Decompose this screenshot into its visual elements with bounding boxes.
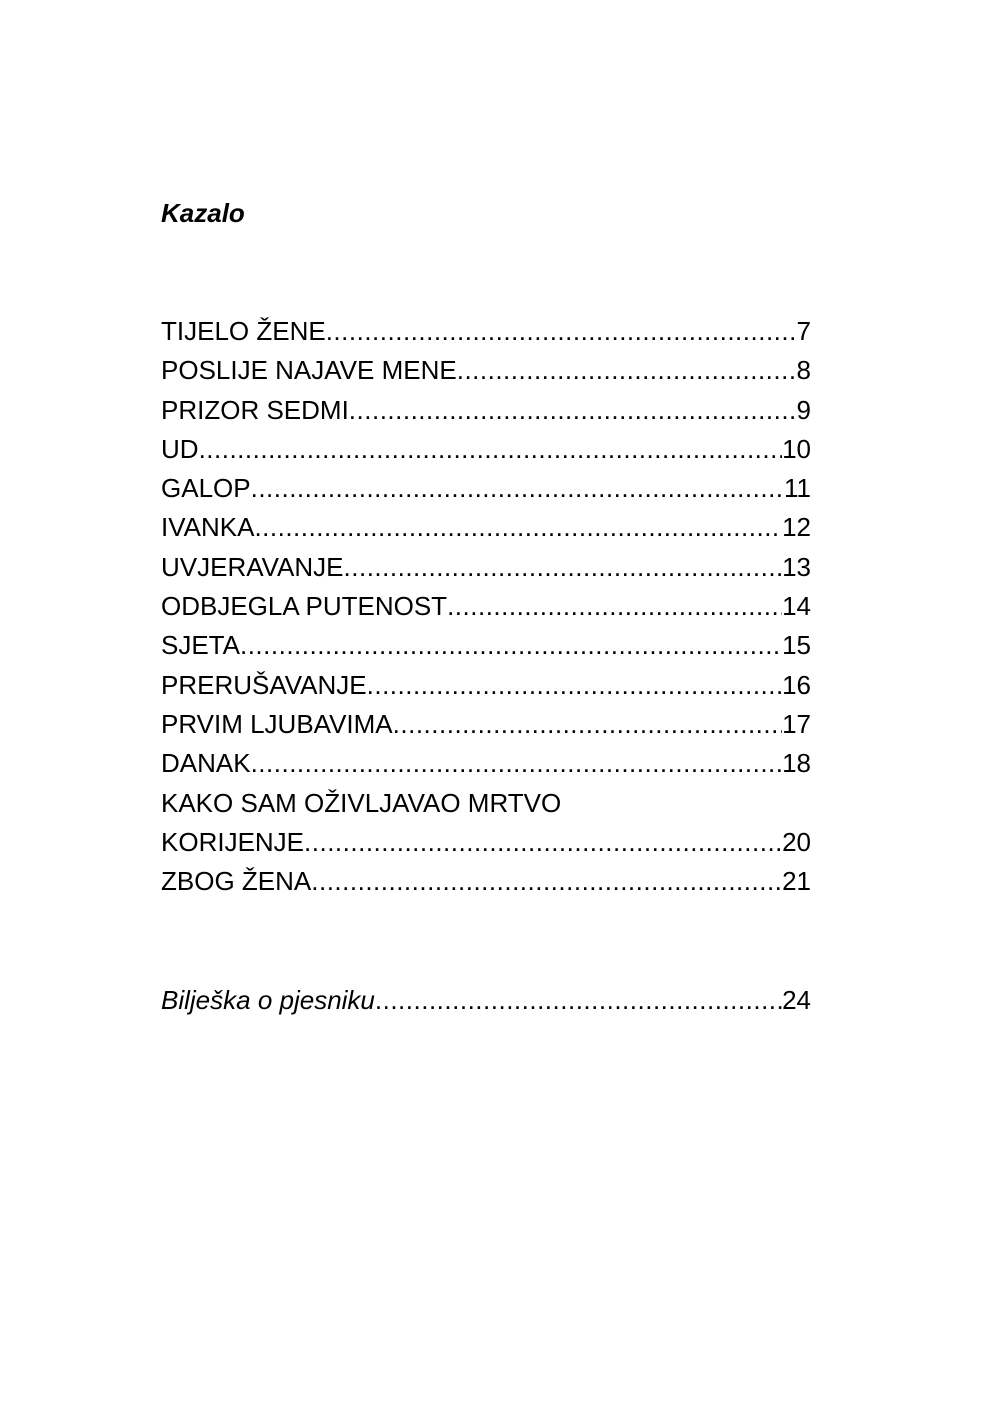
toc-leader-dots xyxy=(367,666,782,705)
toc-entry-title: IVANKA xyxy=(161,512,255,543)
toc-entry xyxy=(161,666,811,705)
toc-leader-dots xyxy=(240,626,782,665)
toc-entry xyxy=(161,862,811,901)
toc-entry xyxy=(161,508,811,547)
toc-entry-title: ODBJEGLA PUTENOST xyxy=(161,591,448,622)
toc-note-entry xyxy=(161,981,811,1020)
toc-leader-dots xyxy=(304,823,782,862)
toc-entry xyxy=(161,469,811,508)
page-title: Kazalo xyxy=(161,198,245,228)
toc-entry-page: 18 xyxy=(782,748,811,779)
toc-leader-dots xyxy=(326,312,797,351)
toc-entry-title: PRERUŠAVANJE xyxy=(161,669,367,700)
toc-entry-page: 12 xyxy=(782,512,811,543)
toc-entry-page: 10 xyxy=(782,433,811,464)
toc-leader-dots xyxy=(375,981,782,1020)
toc-leader-dots xyxy=(457,351,797,390)
toc-entry-page: 11 xyxy=(784,473,811,504)
toc-entry-page: 16 xyxy=(782,669,811,700)
toc-entry-page: 21 xyxy=(782,866,811,897)
toc-leader-dots xyxy=(311,862,782,901)
toc-entry xyxy=(161,705,811,744)
toc-entry-page: 9 xyxy=(796,394,811,425)
toc-entry xyxy=(161,548,811,587)
toc-entry xyxy=(161,587,811,626)
toc-entry xyxy=(161,312,811,351)
toc-entry-title: UD xyxy=(161,433,199,464)
table-of-contents xyxy=(161,312,811,901)
toc-entry-page: 20 xyxy=(782,826,811,857)
toc-entry-title: ZBOG ŽENA xyxy=(161,866,312,897)
toc-entry-title: TIJELO ŽENE xyxy=(161,316,326,346)
toc-entry-page: 13 xyxy=(782,551,811,582)
toc-entry-title: DANAK xyxy=(161,748,251,779)
toc-entry xyxy=(161,430,811,469)
toc-entry xyxy=(161,391,811,430)
toc-entry-title: SJETA xyxy=(161,630,240,661)
toc-entry-title: GALOP xyxy=(161,473,251,504)
toc-entry-title: PRVIM LJUBAVIMA xyxy=(161,708,393,739)
toc-entry-title-first-line: KAKO SAM OŽIVLJAVAO MRTVO xyxy=(161,787,562,818)
toc-entry-title: POSLIJE NAJAVE MENE xyxy=(161,355,457,386)
toc-leader-dots xyxy=(393,705,782,744)
toc-leader-dots xyxy=(254,508,782,547)
toc-entry-title: PRIZOR SEDMI xyxy=(161,394,349,425)
toc-entry-page: 8 xyxy=(796,355,811,386)
toc-entry-page: 15 xyxy=(782,630,811,661)
toc-leader-dots xyxy=(251,744,783,783)
toc-leader-dots xyxy=(199,430,783,469)
toc-leader-dots xyxy=(447,587,782,626)
toc-entry xyxy=(161,351,811,390)
toc-entry xyxy=(161,744,811,783)
toc-entry xyxy=(161,626,811,665)
toc-note-title: Bilješka o pjesniku xyxy=(161,985,375,1015)
toc-entry-page: 17 xyxy=(782,708,811,739)
toc-entry-page: 14 xyxy=(782,591,811,622)
toc-entry-title: UVJERAVANJE xyxy=(161,551,344,582)
toc-entry-title: KORIJENJE xyxy=(161,826,305,857)
toc-leader-dots xyxy=(251,469,784,508)
toc-leader-dots xyxy=(349,391,797,430)
toc-leader-dots xyxy=(344,548,783,587)
toc-note-page: 24 xyxy=(782,985,811,1015)
toc-entry-page: 7 xyxy=(796,316,811,346)
toc-entry xyxy=(161,823,811,862)
